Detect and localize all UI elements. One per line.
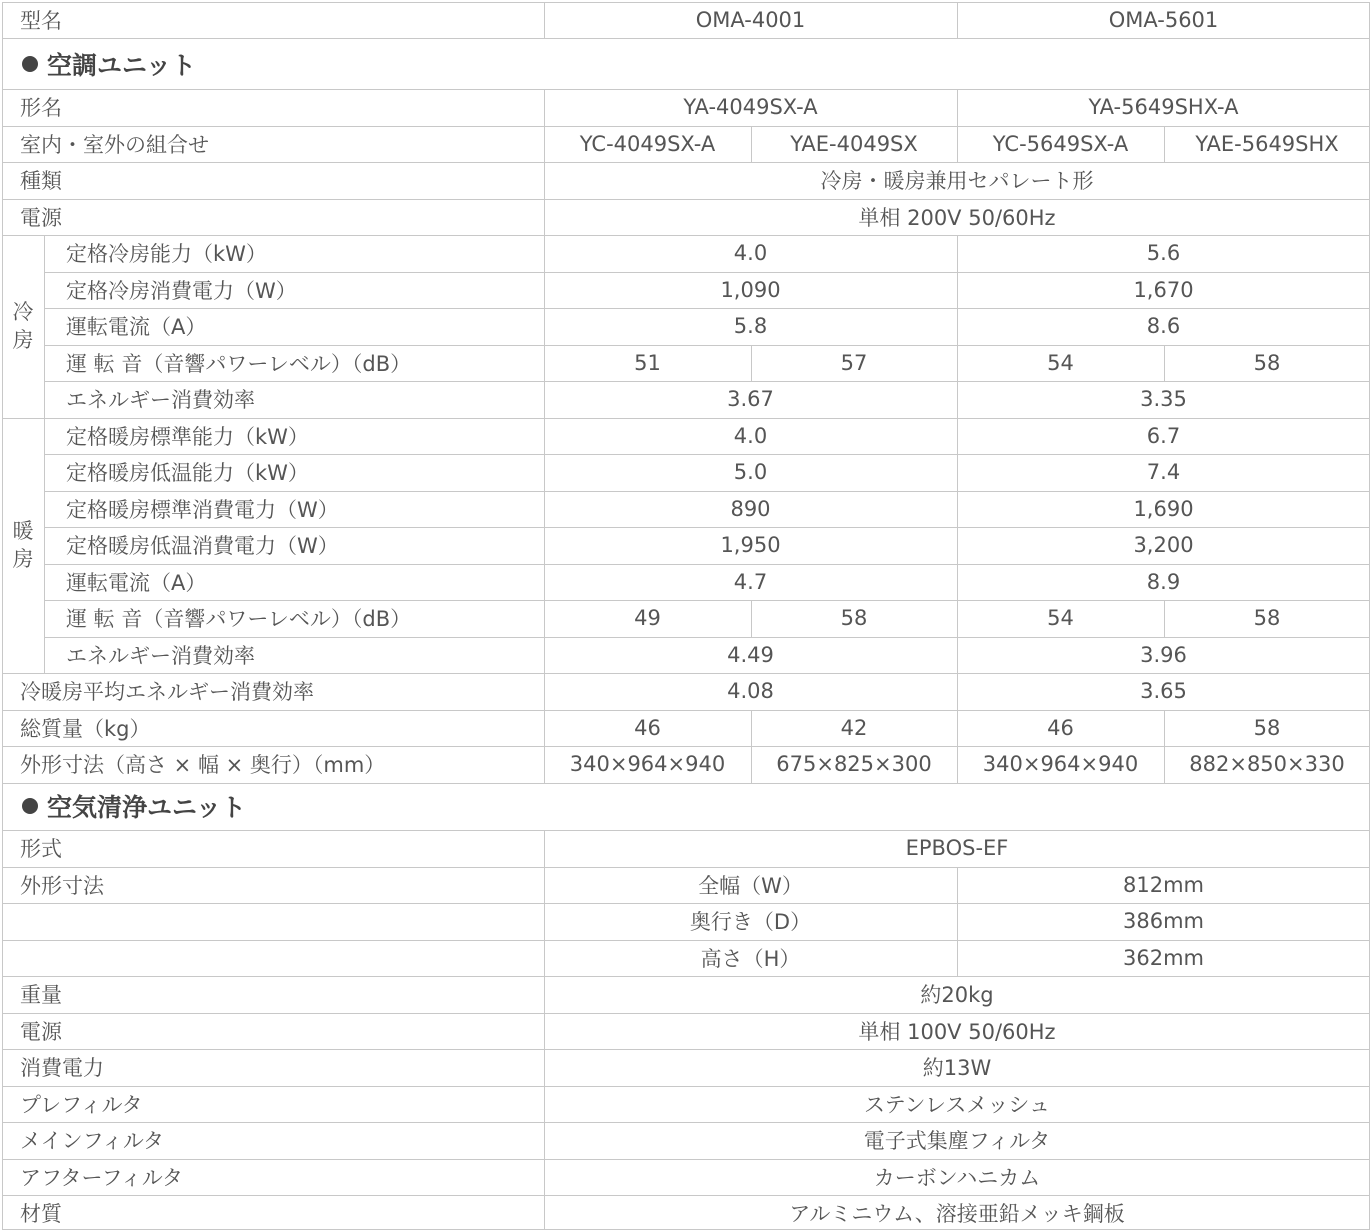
column-divider [544, 2, 545, 38]
value-cell: 電子式集塵フィルタ [863, 1129, 1051, 1154]
value-cell: 51 [634, 350, 661, 375]
row-label: プレフィルタ [20, 1092, 143, 1117]
column-divider [957, 381, 958, 418]
value-cell: 単相 200V 50/60Hz [858, 205, 1056, 230]
column-divider [957, 454, 958, 491]
value-cell: 58 [1253, 350, 1281, 375]
value-cell: 約20kg [920, 983, 994, 1008]
column-divider [44, 235, 45, 418]
bullet-icon [22, 798, 38, 814]
value-cell: 1,690 [1133, 496, 1194, 521]
value-cell: 882×850×330 [1189, 752, 1345, 777]
value-cell: 57 [840, 350, 868, 375]
value-cell: 冷房・暖房兼用セパレート形 [820, 169, 1094, 194]
row-label: 定格暖房低温消費電力（W） [66, 534, 339, 559]
column-divider [751, 600, 752, 637]
column-divider [957, 527, 958, 564]
dimension-value: 362mm [1123, 945, 1204, 970]
row-label: 定格冷房消費電力（W） [66, 278, 297, 303]
cooling-group-label: 冷房 [12, 300, 34, 353]
section-title: 空調ユニット [47, 50, 197, 80]
value-cell: 46 [634, 715, 661, 740]
value-cell: 4.0 [733, 241, 768, 266]
dimension-name: 全幅（W） [698, 873, 803, 898]
column-divider [1164, 345, 1165, 382]
column-divider [1164, 746, 1165, 783]
column-divider [751, 126, 752, 163]
section-title: 空気清浄ユニット [47, 792, 247, 822]
column-divider [957, 272, 958, 309]
value-cell: 4.7 [733, 569, 768, 594]
value-cell: YC-5649SX-A [992, 131, 1129, 156]
column-divider [957, 418, 958, 455]
row-label: 運転電流（A） [66, 570, 207, 595]
row-label: 形名 [20, 96, 62, 121]
column-divider [957, 235, 958, 272]
value-cell: YAE-4049SX [790, 131, 918, 156]
column-divider [957, 867, 958, 904]
bullet-icon [22, 56, 38, 72]
value-cell: YAE-5649SHX [1195, 131, 1339, 156]
model-oma-5601: OMA-5601 [1108, 8, 1219, 32]
dimension-value: 812mm [1123, 872, 1204, 897]
value-cell: 3.96 [1140, 642, 1187, 667]
column-divider [957, 89, 958, 126]
value-cell: 675×825×300 [776, 752, 932, 777]
column-divider [957, 637, 958, 674]
column-divider [957, 710, 958, 747]
model-label: 型名 [20, 9, 62, 33]
column-divider [957, 2, 958, 38]
row-label: 電源 [20, 205, 62, 230]
row-label: 材質 [20, 1201, 62, 1226]
value-cell: EPBOS-EF [905, 836, 1009, 861]
section-air-title [2, 781, 1370, 830]
value-cell: 約13W [922, 1056, 992, 1081]
value-cell: YC-4049SX-A [579, 131, 716, 156]
column-divider [957, 491, 958, 528]
row-label: エネルギー消費効率 [66, 388, 255, 413]
value-cell: 49 [634, 606, 661, 631]
value-cell: 3.67 [727, 387, 774, 412]
row-label: 運 転 音（音響パワーレベル）（dB） [66, 607, 412, 632]
row-label: 定格暖房標準能力（kW） [66, 424, 309, 449]
row-label: 運 転 音（音響パワーレベル）（dB） [66, 351, 412, 376]
column-divider [1164, 600, 1165, 637]
value-cell: 単相 100V 50/60Hz [858, 1019, 1056, 1044]
dimension-name: 高さ（H） [700, 946, 801, 971]
value-cell: 46 [1047, 715, 1074, 740]
value-cell: 4.49 [727, 642, 774, 667]
column-divider [751, 746, 752, 783]
row-label: 種類 [20, 169, 62, 194]
value-cell: YA-4049SX-A [683, 95, 818, 120]
column-divider [957, 345, 958, 382]
value-cell: 4.08 [727, 679, 774, 704]
row-label: 定格暖房低温能力（kW） [66, 461, 309, 486]
column-divider [957, 600, 958, 637]
column-divider [957, 564, 958, 601]
value-cell: 890 [730, 496, 771, 521]
value-cell: 3.35 [1140, 387, 1187, 412]
value-cell: 42 [840, 715, 868, 740]
value-cell: 5.0 [733, 460, 768, 485]
dimension-value: 386mm [1123, 909, 1204, 934]
value-cell: 54 [1047, 606, 1074, 631]
column-divider [957, 746, 958, 783]
column-divider [44, 418, 45, 674]
value-cell: 54 [1047, 350, 1074, 375]
column-divider [957, 940, 958, 977]
value-cell: 7.4 [1146, 460, 1181, 485]
row-label: エネルギー消費効率 [66, 643, 255, 668]
heating-group-label: 暖房 [12, 519, 34, 572]
row-label: 外形寸法 [20, 873, 104, 898]
value-cell: 1,950 [720, 533, 781, 558]
value-cell: カーボンハニカム [873, 1165, 1041, 1190]
value-cell: YA-5649SHX-A [1088, 95, 1239, 120]
value-cell: 58 [1253, 715, 1281, 740]
value-cell: ステンレスメッシュ [864, 1092, 1050, 1117]
row-label: 電源 [20, 1019, 62, 1044]
row-label: 室内・室外の組合せ [20, 132, 209, 157]
value-cell: アルミニウム、溶接亜鉛メッキ鋼板 [789, 1201, 1125, 1226]
value-cell: 340×964×940 [569, 752, 726, 777]
value-cell: 5.8 [733, 314, 768, 339]
column-divider [957, 126, 958, 163]
column-divider [957, 673, 958, 710]
value-cell: 340×964×940 [982, 752, 1139, 777]
row-label: メインフィルタ [20, 1129, 165, 1154]
column-divider [957, 308, 958, 345]
value-cell: 1,670 [1133, 277, 1194, 302]
row-label: 定格冷房能力（kW） [66, 242, 267, 267]
value-cell: 8.9 [1146, 569, 1181, 594]
row-label: 定格暖房標準消費電力（W） [66, 497, 339, 522]
dimension-name: 奥行き（D） [689, 910, 812, 935]
row-label: 外形寸法（高さ × 幅 × 奥行）（mm） [20, 753, 386, 778]
model-oma-4001: OMA-4001 [695, 8, 806, 32]
row-label: 冷暖房平均エネルギー消費効率 [20, 680, 314, 705]
row-label: 重量 [20, 983, 62, 1008]
value-cell: 58 [840, 606, 868, 631]
column-divider [1164, 126, 1165, 163]
value-cell: 3,200 [1133, 533, 1194, 558]
row-label: 消費電力 [20, 1056, 104, 1081]
column-divider [751, 345, 752, 382]
column-divider [1164, 710, 1165, 747]
value-cell: 4.0 [733, 423, 768, 448]
column-divider [957, 903, 958, 940]
row-label: アフターフィルタ [20, 1165, 183, 1190]
value-cell: 1,090 [720, 277, 781, 302]
column-divider [544, 867, 545, 977]
row-label: 運転電流（A） [66, 315, 207, 340]
value-cell: 5.6 [1146, 241, 1181, 266]
value-cell: 6.7 [1146, 423, 1181, 448]
row-label: 総質量（kg） [20, 716, 151, 741]
value-cell: 8.6 [1146, 314, 1181, 339]
column-divider [751, 710, 752, 747]
section-ac-title [2, 38, 1370, 89]
value-cell: 3.65 [1140, 679, 1187, 704]
row-label: 形式 [20, 837, 62, 862]
value-cell: 58 [1253, 606, 1281, 631]
